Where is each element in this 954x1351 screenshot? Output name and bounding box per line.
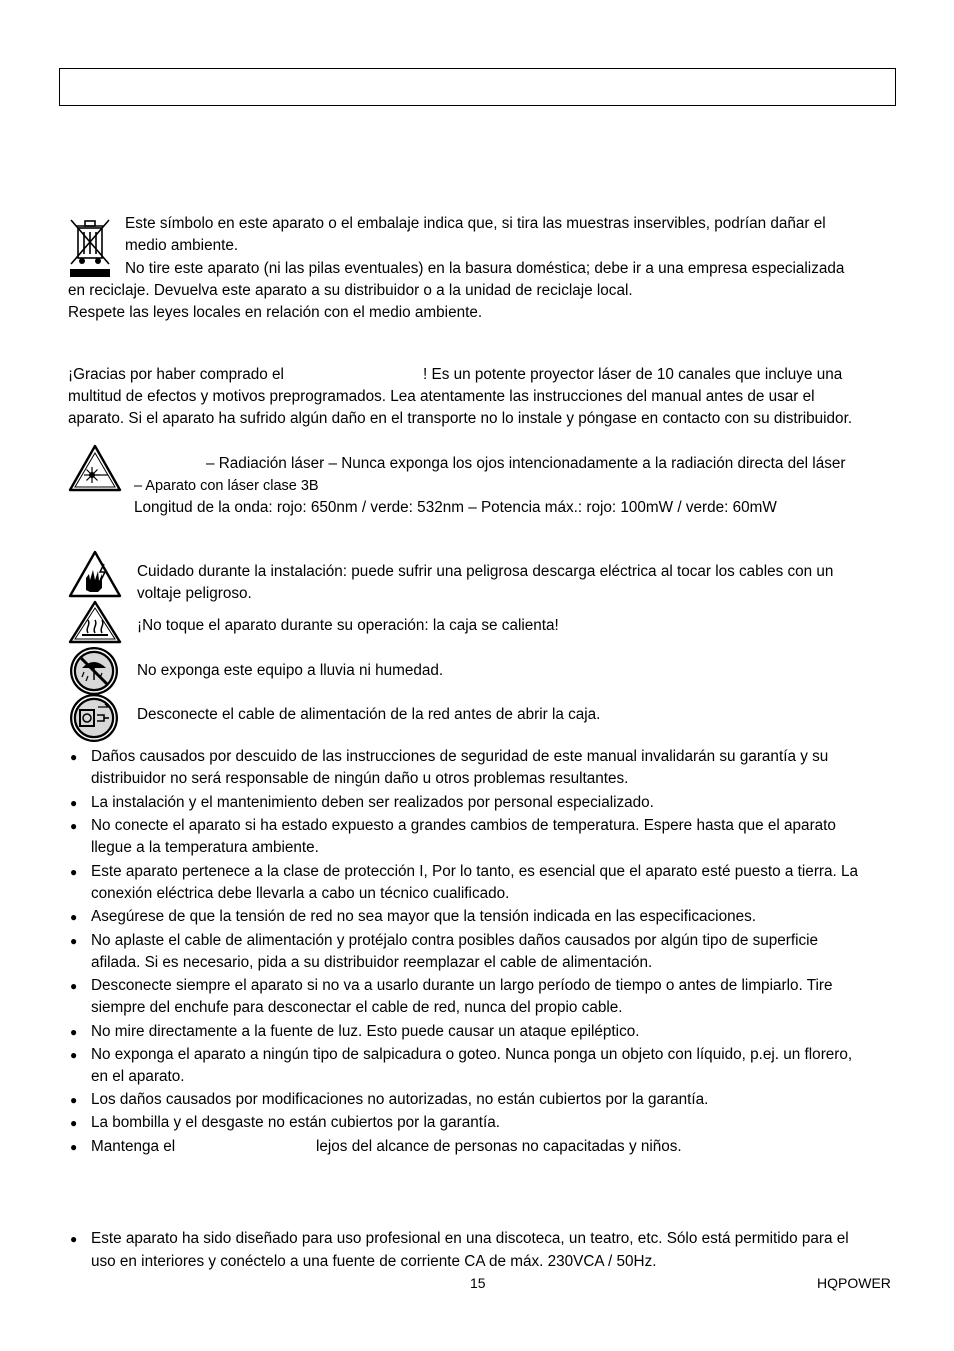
bullet-text: No exponga el aparato a ningún tipo de salpicadura o goteo. Nunca ponga un objeto con líquido, p.ej. un florero, [91, 1046, 853, 1063]
bullet-marker: ● [70, 750, 78, 764]
bullet-marker: ● [70, 819, 78, 833]
laser-warning-icon [68, 444, 122, 497]
bullet-text: Mantenga el [91, 1138, 176, 1155]
intro-text-1a: ¡Gracias por haber comprado el [68, 366, 284, 383]
bullet-text: Este aparato pertenece a la clase de protección I, Por lo tanto, es esencial que el aparato esté puesto a tierra. La [91, 863, 859, 880]
bullet-text: conexión eléctrica debe llevarla a cabo un técnico cualificado. [91, 885, 510, 902]
bullet-marker: ● [70, 910, 78, 924]
intro-text-3: aparato. Si el aparato ha sufrido algún daño en el transporte no lo instale y póngase en contacto con su distribuidor. [68, 410, 853, 427]
bullet-marker: ● [70, 979, 78, 993]
unplug-mains-icon [68, 693, 120, 748]
bullet-text: en el aparato. [91, 1068, 185, 1085]
bullet-text: Asegúrese de que la tensión de red no sea mayor que la tensión indicada en las especificaciones. [91, 908, 756, 925]
footer-brand: HQPOWER [817, 1275, 891, 1291]
bullet-text: lejos del alcance de personas no capacitadas y niños. [316, 1138, 682, 1155]
bullet-marker: ● [70, 865, 78, 879]
bullet-text: Este aparato ha sido diseñado para uso profesional en una discoteca, un teatro, etc. Sólo está permitido para el [91, 1230, 849, 1247]
laser-text-3: Longitud de la onda: rojo: 650nm / verde: 532nm – Potencia máx.: rojo: 100mW / verde: 60mW [134, 499, 777, 516]
weee-text-5: Respete las leyes locales en relación con el medio ambiente. [68, 304, 483, 321]
shock-text-1: Cuidado durante la instalación: puede sufrir una peligrosa descarga eléctrica al tocar los cables con un [137, 563, 834, 580]
bullet-marker: ● [70, 1232, 78, 1246]
bullet-text: Los daños causados por modificaciones no autorizadas, no están cubiertos por la garantía. [91, 1091, 709, 1108]
shock-text-2: voltaje peligroso. [137, 585, 252, 602]
bullet-text: siempre del enchufe para desconectar el cable de red, nunca del propio cable. [91, 999, 623, 1016]
bullet-marker: ● [70, 1048, 78, 1062]
weee-bin-icon [68, 214, 112, 283]
bullet-text: Desconecte siempre el aparato si no va a usarlo durante un largo período de tiempo o antes de limpiarlo. Tire [91, 977, 833, 994]
electric-shock-warning-icon [68, 550, 122, 603]
weee-text-4: en reciclaje. Devuelva este aparato a su distribuidor o a la unidad de reciclaje local. [68, 282, 633, 299]
intro-text-1b: ! Es un potente proyector láser de 10 canales que incluye una [423, 366, 843, 383]
bullet-text: Daños causados por descuido de las instrucciones de seguridad de este manual invalidarán su garantía y su [91, 748, 829, 765]
bullet-marker: ● [70, 1116, 78, 1130]
bullet-marker: ● [70, 934, 78, 948]
intro-text-2: multitud de efectos y motivos preprogramados. Lea atentamente las instrucciones del manual antes de usar el [68, 388, 815, 405]
bullet-marker: ● [70, 1093, 78, 1107]
laser-text-1: – Radiación láser – Nunca exponga los ojos intencionadamente a la radiación directa del láser [206, 455, 846, 472]
rain-text: No exponga este equipo a lluvia ni humedad. [137, 662, 444, 679]
laser-text-2: – Aparato con láser clase 3B [134, 478, 319, 494]
bullet-text: La instalación y el mantenimiento deben ser realizados por personal especializado. [91, 794, 654, 811]
unplug-text: Desconecte el cable de alimentación de la red antes de abrir la caja. [137, 706, 601, 723]
bullet-text: No mire directamente a la fuente de luz. Esto puede causar un ataque epiléptico. [91, 1023, 640, 1040]
bullet-text: uso en interiores y conéctelo a una fuente de corriente CA de máx. 230VCA / 50Hz. [91, 1253, 657, 1270]
bullet-marker: ● [70, 1025, 78, 1039]
weee-text-1: Este símbolo en este aparato o el embalaje indica que, si tira las muestras inservibles, podrían dañar el [125, 215, 826, 232]
bullet-marker: ● [70, 796, 78, 810]
hot-surface-warning-icon [68, 600, 122, 649]
page-number: 15 [470, 1275, 486, 1291]
bullet-text: afilada. Si es necesario, pida a su distribuidor reemplazar el cable de alimentación. [91, 954, 653, 971]
bullet-text: La bombilla y el desgaste no están cubiertos por la garantía. [91, 1114, 501, 1131]
bullet-text: llegue a la temperatura ambiente. [91, 839, 319, 856]
weee-text-2: medio ambiente. [125, 237, 239, 254]
hot-text: ¡No toque el aparato durante su operación: la caja se calienta! [137, 617, 559, 634]
bullet-text: No conecte el aparato si ha estado expuesto a grandes cambios de temperatura. Espere hasta que el aparato [91, 817, 836, 834]
header-box [59, 68, 896, 106]
bullet-marker: ● [70, 1140, 78, 1154]
bullet-text: distribuidor no será responsable de ningún daño u otros problemas resultantes. [91, 770, 629, 787]
bullet-text: No aplaste el cable de alimentación y protéjalo contra posibles daños causados por algún tipo de superficie [91, 932, 819, 949]
weee-text-3: No tire este aparato (ni las pilas eventuales) en la basura doméstica; debe ir a una empresa especializada [125, 260, 845, 277]
